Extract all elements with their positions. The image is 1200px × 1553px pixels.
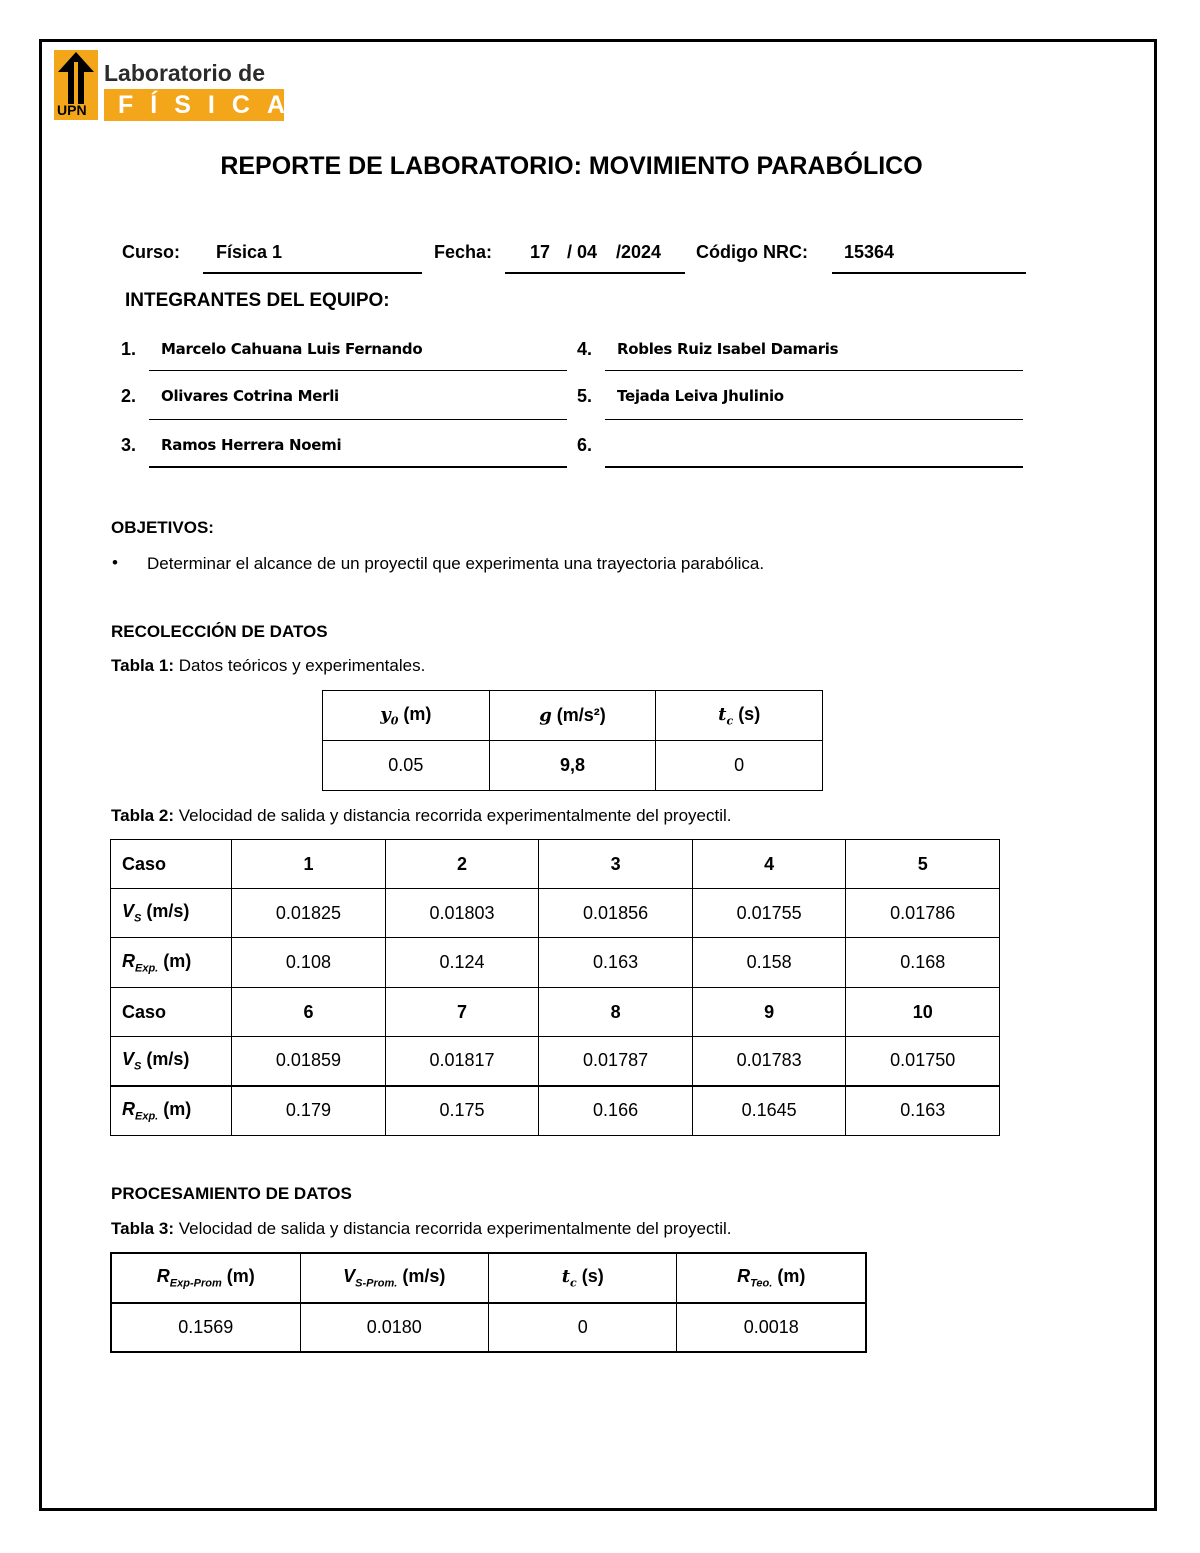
objective-bullet: • [112,553,118,572]
table3-header-row [111,1253,866,1303]
table2-caption-text: Velocidad de salida y distancia recorrida experimentalmente del proyectil. [173,806,732,825]
member-line-5 [605,419,1023,420]
table2-cell: 0.166 [539,1086,693,1136]
table2-cell: 0.01783 [692,1037,846,1086]
table2-case: 3 [539,840,693,889]
table2-rexp-label: $R_{Exp.}$ (m) [111,938,232,988]
course-underline [203,272,422,274]
member-name-5: Tejada Leiva Jhulinio [617,387,784,405]
table2-cell: 0.163 [539,938,693,988]
processing-heading: PROCESAMIENTO DE DATOS [111,1184,352,1203]
member-line-3 [149,466,567,468]
table-3 [110,1252,867,1353]
table2-case: 4 [692,840,846,889]
table-1 [322,690,823,791]
table3-header-rexp-prom: $R_{Exp-Prom}$ (m) [111,1253,300,1303]
table3-header-tc: $t_c$ (s) [489,1253,677,1303]
table2-case-label: Caso [111,840,232,889]
member-number-3: 3. [121,435,137,455]
table1-cell: 9,8 [489,741,656,791]
table2-case: 8 [539,988,693,1037]
table3-cell: 0.1569 [111,1303,300,1352]
date-month: / 04 [567,242,598,262]
table2-case: 6 [232,988,386,1037]
member-name-1: Marcelo Cahuana Luis Fernando [161,340,423,358]
table2-cell: 0.01755 [692,889,846,938]
date-label: Fecha: [434,242,493,262]
table1-label: Tabla 1: [111,656,174,675]
table1-caption [111,656,425,676]
upn-logo-icon [54,50,98,120]
member-number-4: 4. [577,339,593,359]
table3-cell: 0.0180 [300,1303,489,1352]
table1-header-g: g (m/s²) [489,691,656,741]
table2-row-case-a [111,840,1000,889]
table1-caption-text: Datos teóricos y experimentales. [173,656,426,675]
team-heading: INTEGRANTES DEL EQUIPO: [125,290,390,311]
table3-cell: 0.0018 [677,1303,866,1352]
table2-label: Tabla 2: [111,806,174,825]
table2-cell: 0.158 [692,938,846,988]
table2-row-rexp-b [111,1086,1000,1136]
table2-vs-label: $V_S$ (m/s) [111,889,232,938]
page-title: REPORTE DE LABORATORIO: MOVIMIENTO PARABÓLICO [220,152,923,180]
table2-cell: 0.01817 [385,1037,539,1086]
member-line-6 [605,466,1023,468]
nrc-label: Código NRC: [696,242,808,262]
table3-caption-text: Velocidad de salida y distancia recorrida experimentalmente del proyectil. [173,1219,732,1238]
nrc-value: 15364 [844,242,895,262]
logo-fisica-banner [104,89,302,121]
table1-header-tc: $t_c$ (s) [656,691,823,741]
logo-laboratorio-text: Laboratorio de [104,60,266,86]
table2-case: 10 [846,988,1000,1037]
date-underline [505,272,685,274]
table1-cell: 0 [656,741,823,791]
table2-cell: 0.01787 [539,1037,693,1086]
table2-case: 9 [692,988,846,1037]
table3-caption [111,1219,732,1239]
member-line-1 [149,370,567,371]
member-name-3: Ramos Herrera Noemi [161,436,342,454]
table2-row-vs-b [111,1037,1000,1086]
table2-case: 7 [385,988,539,1037]
table2-cell: 0.168 [846,938,1000,988]
table2-case: 2 [385,840,539,889]
table2-cell: 0.01750 [846,1037,1000,1086]
arrow-up-icon [54,50,98,104]
member-name-2: Olivares Cotrina Merli [161,387,339,405]
member-line-2 [149,419,567,420]
member-line-4 [605,370,1023,371]
table2-row-rexp-a [111,938,1000,988]
table2-case-label: Caso [111,988,232,1037]
date-year: /2024 [616,242,662,262]
course-value: Física 1 [216,242,283,262]
table2-vs-label: $V_S$ (m/s) [111,1037,232,1086]
table2-row-vs-a [111,889,1000,938]
table2-cell: 0.124 [385,938,539,988]
table1-cell: 0.05 [323,741,490,791]
date-day: 17 [530,242,551,262]
table2-cell: 0.179 [232,1086,386,1136]
course-label: Curso: [122,242,180,262]
table2-cell: 0.01825 [232,889,386,938]
member-number-2: 2. [121,386,137,406]
table2-rexp-label: $R_{Exp.}$ (m) [111,1086,232,1136]
table3-header-vs-prom: $V_{S-Prom.}$ (m/s) [300,1253,489,1303]
member-number-1: 1. [121,339,137,359]
table2-cell: 0.01786 [846,889,1000,938]
table3-label: Tabla 3: [111,1219,174,1238]
member-number-6: 6. [577,435,593,455]
nrc-underline [832,272,1026,274]
table3-value-row [111,1303,866,1352]
table2-cell: 0.108 [232,938,386,988]
table2-cell: 0.1645 [692,1086,846,1136]
table2-cell: 0.175 [385,1086,539,1136]
objective-item-1: Determinar el alcance de un proyectil que experimenta una trayectoria parabólica. [147,554,765,573]
table2-cell: 0.01856 [539,889,693,938]
table2-caption [111,806,732,826]
objectives-heading: OBJETIVOS: [111,518,214,537]
table2-cell: 0.163 [846,1086,1000,1136]
collection-heading: RECOLECCIÓN DE DATOS [111,622,328,641]
table-2 [110,839,1000,1136]
member-number-5: 5. [577,386,593,406]
table1-value-row [323,741,823,791]
logo-upn-text: UPN [57,102,87,118]
table1-header-row [323,691,823,741]
table3-header-rteo: $R_{Teo.}$ (m) [677,1253,866,1303]
table2-cell: 0.01803 [385,889,539,938]
table2-row-case-b [111,988,1000,1037]
table2-cell: 0.01859 [232,1037,386,1086]
table2-case: 1 [232,840,386,889]
table2-case: 5 [846,840,1000,889]
table3-cell: 0 [489,1303,677,1352]
table1-header-y0: $y_0$ (m) [323,691,490,741]
logo-fisica-text: FÍSICA [118,91,302,119]
member-name-4: Robles Ruiz Isabel Damaris [617,340,839,358]
